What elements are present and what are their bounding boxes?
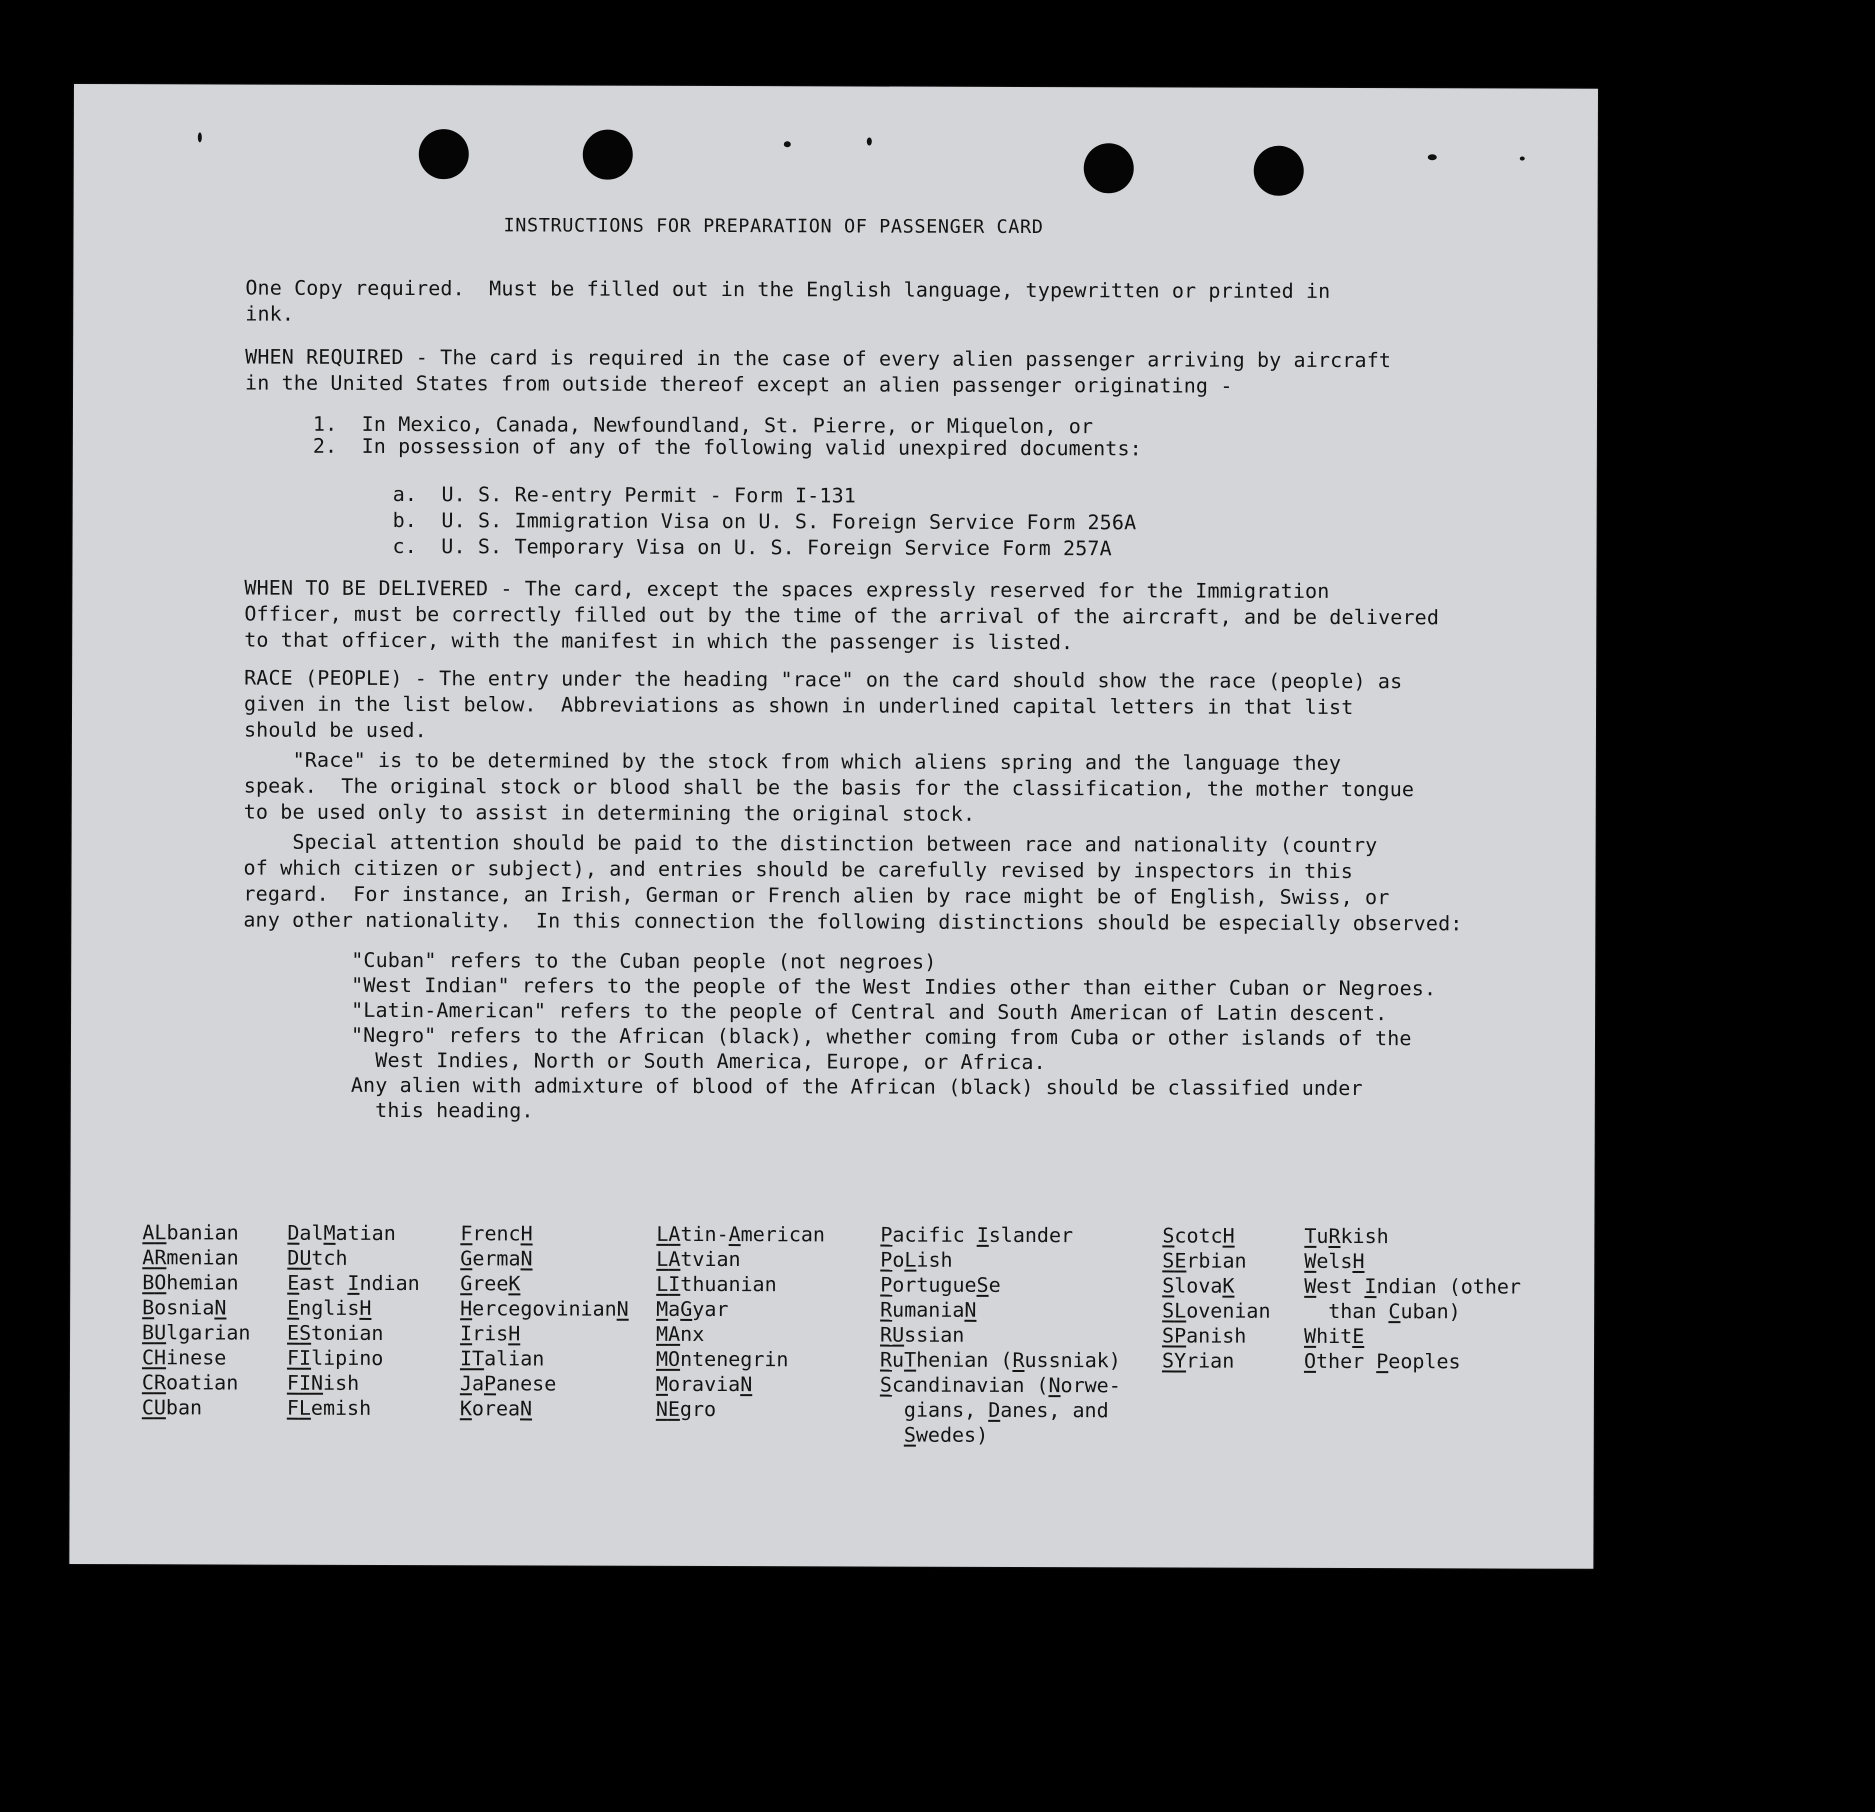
speck [198,132,202,142]
race-item: SlovaK [1162,1273,1235,1298]
race-item: FINish [286,1370,360,1395]
race-item: HercegovinianN [460,1296,629,1321]
race-item: PoLish [880,1247,953,1272]
race-item: FrencH [460,1221,533,1246]
race-item: WelsH [1304,1248,1365,1274]
race-item: West Indian (other [1304,1273,1522,1299]
race-item: ScotcH [1162,1223,1235,1248]
race-item: East Indian [287,1270,420,1296]
document-item: b. U. S. Immigration Visa on U. S. Foreign Service Form 256A [392,508,1137,535]
race-column [287,1221,420,1421]
race-item: ARmenian [142,1245,239,1270]
special-attention-paragraph: Special attention should be paid to the distinction between race and nationality (country of which citizen or subject), and entries should be carefully revised by inspectors in this regard. For instance, an Irish, German or French alien by race might be of English, Swiss, or any other nationality. In this connection the following distinctions should be especially observed: [243,829,1463,936]
race-definition-paragraph: "Race" is to be determined by the stock from which aliens spring and the language they speak. The original stock or blood shall be the basis for the classification, the mother tongue to be used only to assist in determining the original stock. [243,747,1415,826]
race-item: BOhemian [142,1270,239,1295]
race-item: GermaN [460,1246,533,1271]
race-item: LAtin-American [656,1221,826,1247]
race-item: LIthuanian [656,1271,777,1297]
intro-paragraph: One Copy required. Must be filled out in the English language, typewritten or printed in ink. [245,275,1331,326]
page-title: INSTRUCTIONS FOR PREPARATION OF PASSENGER CARD [503,215,1044,239]
race-item: RUssian [880,1322,965,1347]
race-item: Swedes) [903,1422,989,1447]
race-item: LAtvian [656,1246,741,1272]
race-column [142,1220,251,1420]
document-item: c. U. S. Temporary Visa on U. S. Foreign Service Form 257A [392,534,1112,561]
race-item: than Cuban) [1304,1298,1461,1324]
punch-hole [1084,143,1134,193]
race-item: ALbanian [142,1220,239,1245]
when-required-paragraph: WHEN REQUIRED - The card is required in the case of every alien passenger arriving by aircraft in the United States from outside thereof except an alien passenger originating - [245,344,1392,398]
speck [867,137,872,145]
race-item: SLovenian [1162,1298,1271,1323]
speck [784,141,791,147]
exception-item: 2. In possession of any of the following valid unexpired documents: [312,433,1142,461]
race-item: BUlgarian [142,1320,251,1345]
race-item: WhitE [1304,1323,1365,1349]
race-item: EnglisH [287,1295,372,1320]
race-item: GreeK [460,1271,521,1296]
race-item: Scandinavian (Norwe- [879,1372,1121,1398]
race-column [1162,1223,1271,1373]
distinctions-list: "Cuban" refers to the Cuban people (not negroes) "West Indian" refers to the people of the West Indies other than either Cuban or Negroes. "Latin-American" refers to the people of Central and South American of Latin descent. "Negro" refers to the African (black), whether coming from Cuba or other islands of the West Indies, North or South America, Europe, or Africa. Any alien with admixture of blood of the African (black) should be classified under this heading. [350,947,1437,1123]
race-item: DUtch [287,1245,348,1270]
race-item: PortugueSe [880,1272,1001,1297]
exception-item: 1. In Mexico, Canada, Newfoundland, St. Pierre, or Miquelon, or [312,411,1094,439]
race-item: CRoatian [141,1370,239,1395]
race-item: BosniaN [142,1295,227,1320]
race-item: ITalian [459,1346,545,1371]
when-delivered-paragraph: WHEN TO BE DELIVERED - The card, except the spaces expressly reserved for the Immigration Officer, must be correctly filled out by the time of the arrival of the aircraft, and be delivered to that officer, with the manifest in which the passenger is listed. [244,575,1440,655]
race-item: FIlipino [286,1345,384,1370]
punch-hole [419,129,469,179]
race-column [1304,1224,1521,1375]
race-column [880,1223,1122,1449]
document-item: a. U. S. Re-entry Permit - Form I-131 [392,482,857,508]
instruction-sheet [69,84,1598,1569]
race-intro-paragraph: RACE (PEOPLE) - The entry under the heading "race" on the card should show the race (people) as given in the list below. Abbreviations as shown in underlined capital letters in that list should be used. [243,665,1403,743]
race-item: SPanish [1162,1323,1247,1348]
race-item: KoreaN [459,1396,533,1421]
punch-hole [583,130,633,180]
punch-hole [1254,146,1304,196]
race-column [460,1221,629,1422]
race-item: Pacific Islander [880,1222,1074,1248]
race-column [656,1222,825,1423]
race-item: MOntenegrin [655,1346,789,1372]
speck [1428,154,1437,160]
race-item: TuRkish [1304,1223,1389,1249]
race-item: DalMatian [287,1220,396,1246]
race-item: FLemish [286,1395,372,1420]
race-item: SErbian [1162,1248,1247,1273]
race-item: IrisH [460,1321,521,1346]
race-item: MaGyar [656,1296,729,1322]
race-item: MoraviaN [655,1371,753,1397]
race-item: MAnx [656,1321,705,1346]
race-item: CUban [141,1395,203,1420]
speck [1520,157,1525,161]
race-item: SYrian [1161,1348,1235,1373]
race-item: CHinese [141,1345,227,1370]
race-item: gians, Danes, and [879,1397,1109,1423]
race-item: RuThenian (Russniak) [879,1347,1121,1373]
race-item: Other Peoples [1303,1348,1461,1374]
race-item: JaPanese [459,1371,557,1396]
race-item: EStonian [287,1320,384,1345]
race-item: NEgro [655,1396,717,1422]
race-item: RumaniaN [880,1297,977,1322]
